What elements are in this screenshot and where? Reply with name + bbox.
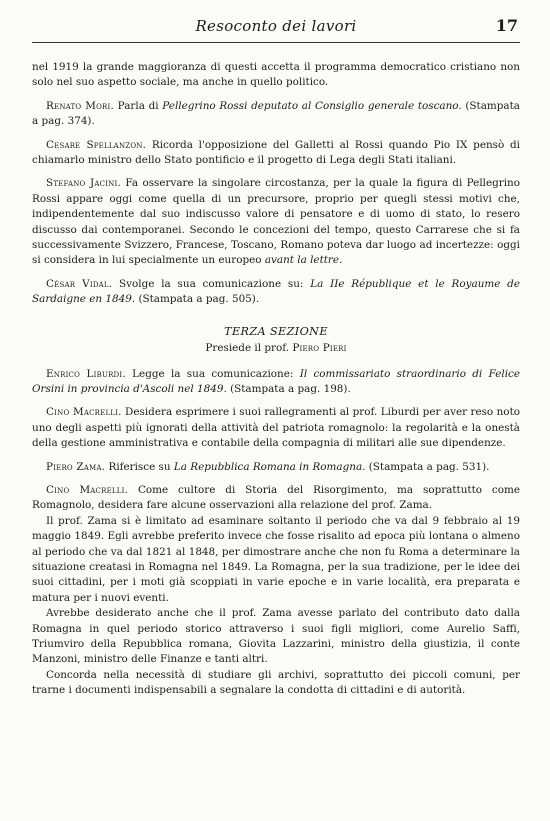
page-reference: (Stampata a pag. 198). [226, 382, 351, 395]
page-reference: (Stampata a pag. 374). [32, 99, 520, 128]
work-title: La Repubblica Romana in Romagna. [173, 460, 366, 473]
page-number: 17 [495, 16, 518, 35]
paragraph-spellanzon [32, 138, 520, 169]
paragraph-archives [32, 668, 520, 699]
paragraph-macrelli-2 [32, 483, 520, 514]
paragraph-text: Ricorda l'opposizione del Galletti al Rossi quando Pio IX pensò di chiamarlo ministro dello Stato pontificio e il progetto di Lega degli Stati italiani. [32, 138, 520, 167]
speaker-name: Cino Macrelli. [46, 406, 122, 419]
paragraph-liburdi [32, 367, 520, 398]
work-title: Il commissariato straordinario di Felice Orsini in provincia d'Ascoli nel 1849. [32, 367, 520, 395]
speaker-name: Piero Zama. [46, 460, 106, 473]
paragraph-text: Il prof. Zama si è limitato ad esaminare soltanto il periodo che va dal 9 febbraio al 19 maggio 1849. Egli avrebbe preferito invece che fosse risalito ad epoca più lontana o almeno al periodo che va dal 1821 al 1848, per dimostrare anche che non fu Roma a determinare la situazione creatasi in Romagna nel 1849. La Romagna, per la sua tradizione, per le idee dei suoi cittadini, per i moti già scoppiati in varie epoche e in varie località, era preparata e matura per i nuovi eventi. [32, 514, 520, 604]
paragraph-macrelli-1 [32, 405, 520, 451]
running-title: Resoconto dei lavori [195, 17, 357, 35]
running-header [32, 14, 520, 43]
speaker-name: Stefano Jacini. [46, 177, 121, 190]
page-reference: (Stampata a pag. 505). [135, 293, 260, 306]
paragraph-continuation [32, 60, 520, 91]
emphasis-text: avant la lettre [264, 254, 340, 267]
paragraph-text: Avrebbe desiderato anche che il prof. Zama avesse parlato del contributo dato dalla Romagna in quel periodo storico attraverso i suoi figli migliori, come Aurelio Saffi, Triumviro della Repubblica romana, Giovita Lazzarini, ministro della giustizia, il conte Manzoni, ministro delle Finanze e tanti altri. [32, 607, 520, 666]
paragraph-text: Riferisce su [105, 460, 174, 473]
paragraph-text: Desidera esprimere i suoi rallegramenti al prof. Liburdi per aver reso noto uno degli aspetti più ignorati della attività del patriota romagnolo: la regolarità e la onestà della gestione amministrativa e contabile della compagnia di militari alle sue dipendenze. [32, 406, 520, 450]
page-reference: (Stampata a pag. 531). [365, 460, 490, 473]
section-heading: TERZA SEZIONE [224, 324, 328, 338]
paragraph-mori [32, 99, 520, 130]
paragraph-jacini [32, 176, 520, 268]
page-body [32, 60, 520, 699]
speaker-name: Enrico Liburdi. [46, 367, 126, 380]
paragraph-text: Svolge la sua comunicazione su: [112, 277, 311, 290]
paragraph-text: nel 1919 la grande maggioranza di questi accetta il programma democratico cristiano non solo nel suo aspetto sociale, ma anche in quello politico. [32, 61, 520, 89]
chair-name: Piero Pieri [292, 342, 347, 355]
section-chair [32, 341, 520, 356]
paragraph-romagna-contribution [32, 606, 520, 668]
paragraph-end: . [339, 254, 343, 267]
work-title: La IIe République et le Royaume de Sardaigne en 1849. [32, 277, 520, 306]
speaker-name: Cino Macrelli. [46, 483, 129, 496]
speaker-name: Cesare Spellanzon. [46, 138, 147, 151]
paragraph-text: Legge la sua comunicazione: [125, 367, 300, 380]
chair-label: Presiede il prof. [205, 342, 293, 355]
paragraph-vidal [32, 277, 520, 308]
paragraph-text: Concorda nella necessità di studiare gli archivi, soprattutto dei piccoli comuni, per trarne i documenti indispensabili a segnalare la condotta di cittadini e di autorità. [32, 668, 520, 697]
paragraph-text: Fa osservare la singolare circostanza, per la quale la figura di Pellegrino Rossi appare oggi come quella di un precursore, proprio per quegli stessi motivi che, indipendentemente dal suo indiscusso valore di pensatore e di uomo di stato, lo resero discusso dai contemporanei. Secondo le concezioni del tempo, questo Carrarese che si fa successivamente Svizzero, Francese, Toscano, Romano poteva dar luogo ad incertezze: oggi si considera in lui specialmente un europeo [32, 177, 520, 267]
speaker-name: César Vidal. [46, 277, 113, 290]
paragraph-text: Come cultore di Storia del Risorgimento, ma soprattutto come Romagnolo, desidera fare alcune osservazioni alla relazione del prof. Zama. [32, 483, 520, 512]
paragraph-zama-period [32, 514, 520, 606]
paragraph-text: Parla di [113, 99, 163, 112]
speaker-name: Renato Mori. [46, 99, 114, 112]
paragraph-zama [32, 460, 520, 475]
work-title: Pellegrino Rossi deputato al Consiglio generale toscano. [162, 99, 462, 112]
